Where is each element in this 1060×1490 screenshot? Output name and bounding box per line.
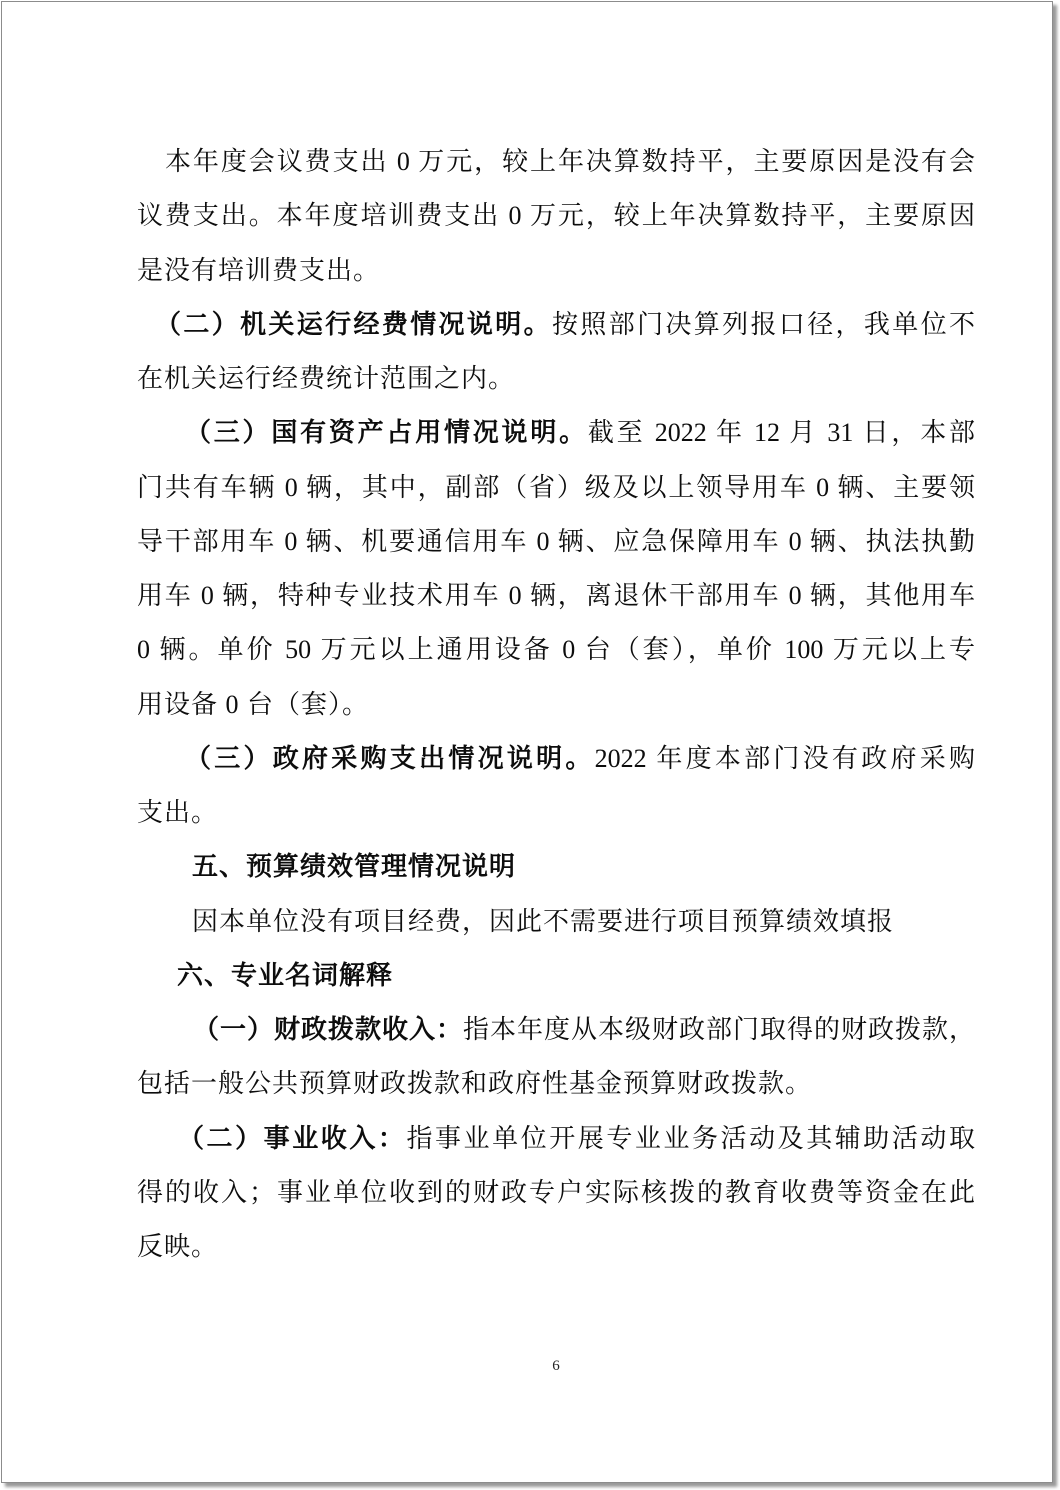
text-line: 门共有车辆 0 辆，其中，副部（省）级及以上领导用车 0 辆、主要领 [137,472,975,502]
line-text: 指本年度从本级财政部门取得的财政拨款， [463,1015,977,1044]
text-line: 议费支出。本年度培训费支出 0 万元，较上年决算数持平，主要原因 [137,201,975,231]
line-text: 指事业单位开展专业业务活动及其辅助活动取 [406,1123,975,1153]
text-line: 用车 0 辆，特种专业技术用车 0 辆，离退休干部用车 0 辆，其他用车 [137,581,975,610]
text-line: 是没有培训费支出。 [137,255,381,285]
line-text: 截至 2022 年 12 月 31 日，本部 [587,418,975,448]
text-line: 因本单位没有项目经费，因此不需要进行项目预算绩效填报 [192,906,895,936]
document-page [1,1,1053,1483]
body-text [137,135,975,1274]
text-line: 用设备 0 台（套）。 [137,689,370,719]
text-line: 支出。 [137,798,219,827]
paragraph-lead: （二）机关运行经费情况说明。 [155,309,552,339]
glossary-term: （一）财政拨款收入： [193,1015,464,1044]
text-line: 导干部用车 0 辆、机要通信用车 0 辆、应急保障用车 0 辆、执法执勤 [137,526,975,556]
line-text: 按照部门决算列报口径，我单位不 [552,309,975,339]
section-heading: 五、预算绩效管理情况说明 [192,852,517,882]
section-heading: 六、专业名词解释 [177,960,394,990]
line-text: 2022 年度本部门没有政府采购 [594,743,975,773]
paragraph-lead: （三）政府采购支出情况说明。 [185,743,595,773]
text-line: 反映。 [137,1232,219,1261]
glossary-term: （二）事业收入： [178,1123,407,1153]
paragraph-lead: （三）国有资产占用情况说明。 [185,418,588,448]
text-line [137,1003,1017,1057]
text-line [137,406,975,460]
page-number: 6 [552,1358,560,1374]
text-line: 0 辆。单价 50 万元以上通用设备 0 台（套），单价 100 万元以上专 [137,635,975,665]
text-line [137,1112,975,1166]
text-line [137,298,975,352]
text-line: 本年度会议费支出 0 万元，较上年决算数持平，主要原因是没有会 [165,147,975,176]
text-line: 得的收入；事业单位收到的财政专户实际核拨的教育收费等资金在此 [137,1177,975,1207]
text-line: 包括一般公共预算财政拨款和政府性基金预算财政拨款。 [137,1069,813,1099]
text-line [137,732,975,786]
text-line: 在机关运行经费统计范围之内。 [137,364,516,393]
